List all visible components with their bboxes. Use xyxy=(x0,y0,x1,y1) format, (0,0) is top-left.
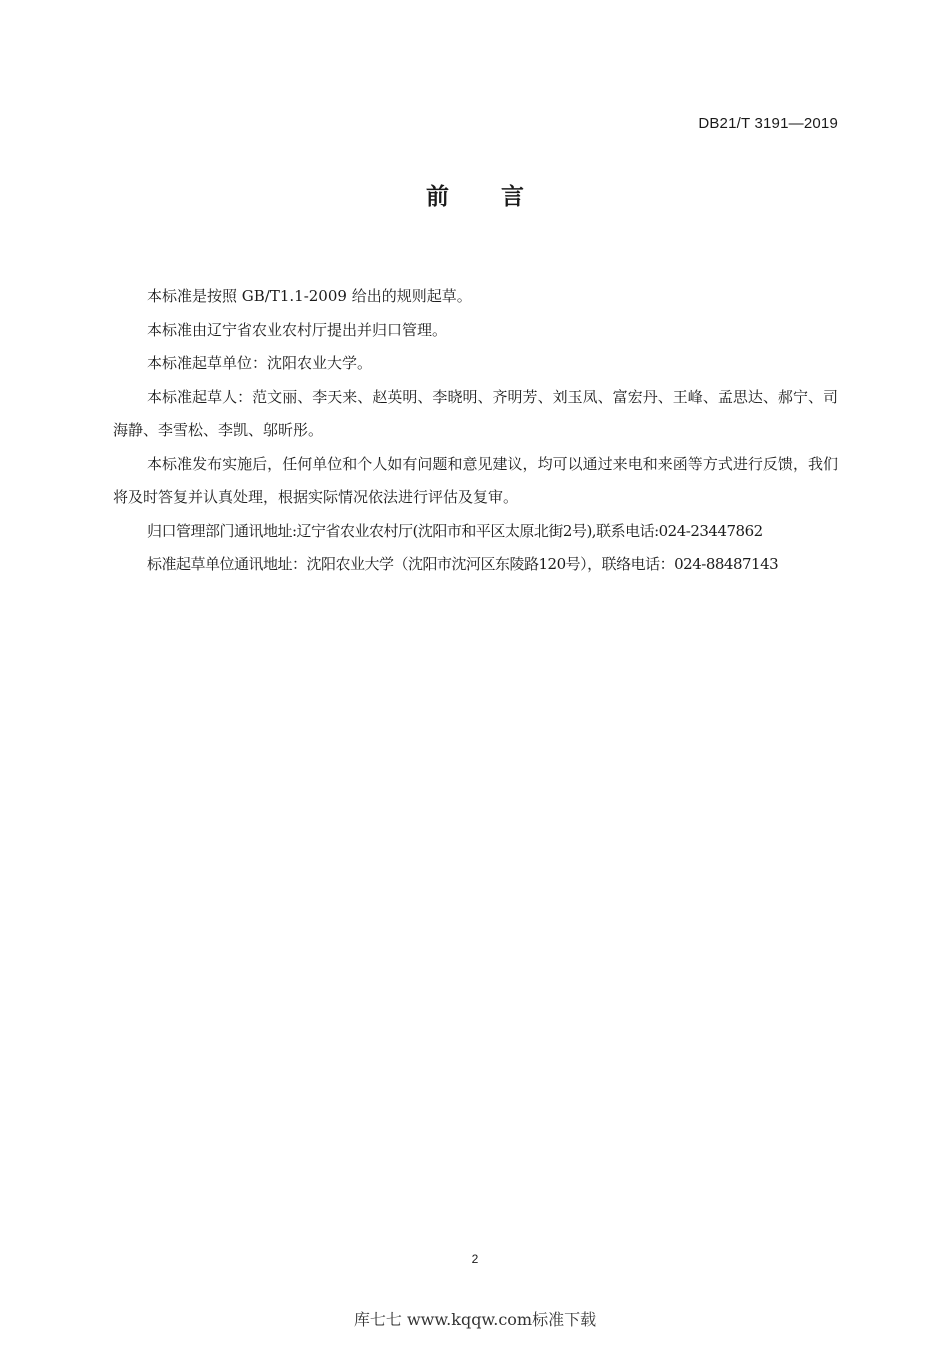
paragraph-drafters: 本标准起草人：范文丽、李天来、赵英明、李晓明、齐明芳、刘玉凤、富宏丹、王峰、孟思达、郝宁、司海静、李雪松、李凯、邬昕彤。 xyxy=(113,387,838,439)
paragraph-drafter-address: 标准起草单位通讯地址：沈阳农业大学（沈阳市沈河区东陵路120号），联络电话：024-88487143 xyxy=(147,555,779,573)
foreword-body xyxy=(113,280,838,582)
page-title: 前言 xyxy=(426,184,576,210)
paragraph-proposer: 本标准由辽宁省农业农村厅提出并归口管理。 xyxy=(147,320,448,339)
paragraph-admin-address: 归口管理部门通讯地址:辽宁省农业农村厅(沈阳市和平区太原北街2号),联系电话:024-23447862 xyxy=(147,521,763,540)
watermark: 库七七 www.kqqw.com标准下载 xyxy=(353,1310,597,1329)
paragraph-drafting-unit: 本标准起草单位：沈阳农业大学。 xyxy=(147,354,373,372)
page-number: 2 xyxy=(471,1252,479,1266)
document-code: DB21/T 3191—2019 xyxy=(698,115,838,132)
paragraph-feedback: 本标准发布实施后，任何单位和个人如有问题和意见建议，均可以通过来电和来函等方式进行反馈，我们将及时答复并认真处理，根据实际情况依法进行评估及复审。 xyxy=(113,454,838,506)
paragraph-drafting-rules: 本标准是按照 GB/T1.1-2009 给出的规则起草。 xyxy=(147,287,472,305)
